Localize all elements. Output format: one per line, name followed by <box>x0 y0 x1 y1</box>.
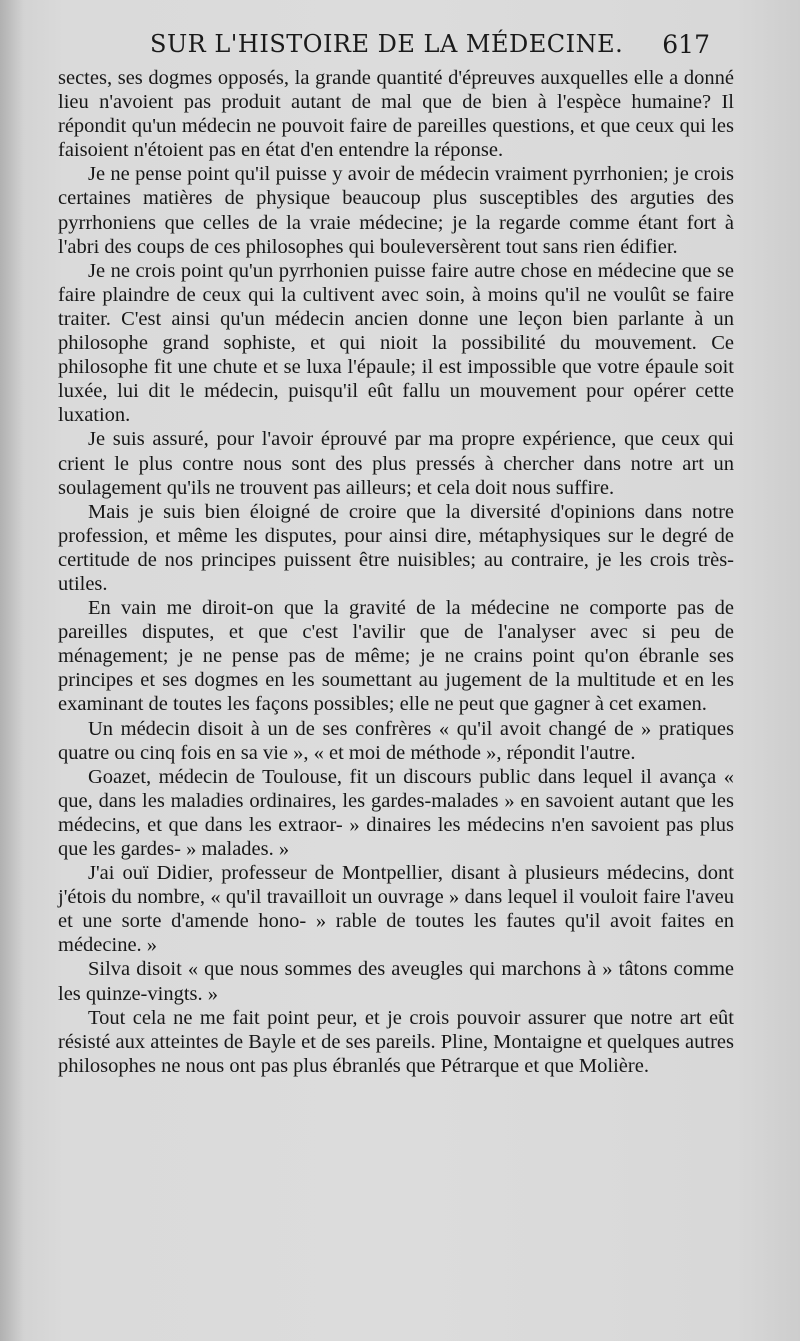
page-number: 617 <box>662 30 710 59</box>
page-header <box>150 30 710 64</box>
body-text <box>58 66 734 1078</box>
paragraph: Je ne pense point qu'il puisse y avoir de médecin vraiment pyrrhonien; je crois certaines matières de physique beaucoup plus susceptibles des arguties des pyrrhoniens que celles de la vraie médecine; je la regarde comme étant fort à l'abri des coups de ces philosophes qui bouleversèrent tout sans rien édifier. <box>58 163 734 258</box>
paragraph: Tout cela ne me fait point peur, et je crois pouvoir assurer que notre art eût résisté aux atteintes de Bayle et de ses pareils. Pline, Montaigne et quelques autres philosophes ne nous ont pas plus ébranlés que Pétrarque et que Molière. <box>58 1006 734 1077</box>
paragraph-continued: sectes, ses dogmes opposés, la grande quantité d'épreuves auxquelles elle a donné lieu n'avoient pas produit autant de mal que de bien à l'espèce humaine? Il répondit qu'un médecin ne pouvoit faire de pareilles questions, et que ceux qui les faisoient n'étoient pas en état d'en entendre la réponse. <box>58 67 734 162</box>
paragraph: En vain me diroit-on que la gravité de la médecine ne comporte pas de pareilles disputes, et que c'est l'avilir que de l'analyser avec si peu de ménagement; je ne pense pas de même; je ne crains point qu'on ébranle ses principes et ses dogmes en les soumettant au jugement de la multitude et en les examinant de toutes les façons possibles; elle ne peut que gagner à cet examen. <box>58 597 734 716</box>
paragraph: Goazet, médecin de Toulouse, fit un discours public dans lequel il avança « que, dans les maladies ordinaires, les gardes-malades » en savoient autant que les médecins, et que dans les extraor- » dinaires les médecins n'en savoient pas plus que les gardes- » malades. » <box>58 765 734 860</box>
paragraph: Je suis assuré, pour l'avoir éprouvé par ma propre expérience, que ceux qui crient le plus contre nous sont des plus pressés à chercher dans notre art un soulagement qu'ils ne trouvent pas ailleurs; et cela doit nous suffire. <box>58 428 734 499</box>
running-title: SUR L'HISTOIRE DE LA MÉDECINE. <box>150 30 624 58</box>
paragraph: J'ai ouï Didier, professeur de Montpellier, disant à plusieurs médecins, dont j'étois du nombre, « qu'il travailloit un ouvrage » dans lequel il vouloit faire l'aveu et une sorte d'amende hono- » rable de toutes les fautes qu'il avoit faites en médecine. » <box>58 862 734 957</box>
paragraph: Silva disoit « que nous sommes des aveugles qui marchons à » tâtons comme les quinze-vingts. » <box>58 958 734 1005</box>
paragraph: Un médecin disoit à un de ses confrères « qu'il avoit changé de » pratiques quatre ou cinq fois en sa vie », « et moi de méthode », répondit l'autre. <box>58 717 734 764</box>
paragraph: Je ne crois point qu'un pyrrhonien puisse faire autre chose en médecine que se faire plaindre de ceux qui la cultivent avec soin, à moins qu'il ne voulût se faire traiter. C'est ainsi qu'un médecin ancien donne une leçon bien parlante à un philosophe grand sophiste, et qui nioit la possibilité du mouvement. Ce philosophe fit une chute et se luxa l'épaule; il est impossible que votre épaule soit luxée, lui dit le médecin, puisqu'il eût fallu un mouvement pour opérer cette luxation. <box>58 259 734 427</box>
paragraph: Mais je suis bien éloigné de croire que la diversité d'opinions dans notre profession, et même les disputes, pour ainsi dire, métaphysiques sur le degré de certitude de nos principes puissent être nuisibles; au contraire, je les crois très-utiles. <box>58 500 734 595</box>
